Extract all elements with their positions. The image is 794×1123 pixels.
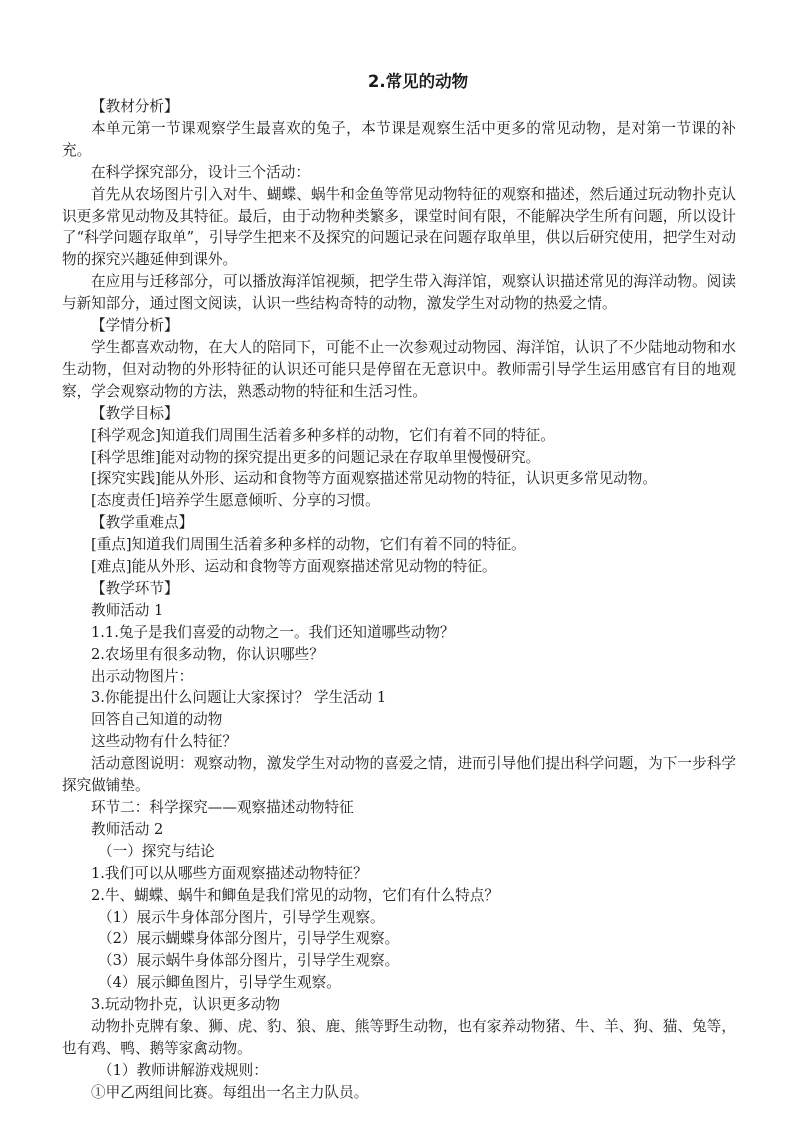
paragraph: 学生都喜欢动物，在大人的陪同下，可能不止一次参观过动物园、海洋馆，认识了不少陆地动物和水生动物，但对动物的外形特征的认识还可能只是停留在无意识中。教师需引导学生运用感官有目的地观察，学会观察动物的方法，熟悉动物的特征和生活习性。 [62,338,736,400]
paragraph: 2.农场里有很多动物，你认识哪些？ [91,645,324,663]
key-point-item: [重点]知道我们周围生活着多种多样的动物，它们有着不同的特征。 [91,536,526,554]
paragraph: 2.牛、蝴蝶、蜗牛和鲫鱼是我们常见的动物，它们有什么特点？ [91,886,499,904]
paragraph: （2）展示蝴蝶身体部分图片，引导学生观察。 [98,930,400,948]
paragraph: 动物扑克牌有象、狮、虎、豹、狼、鹿、熊等野生动物，也有家养动物猪、牛、羊、狗、猫、兔等，也有鸡、鸭、鹅等家禽动物。 [62,1018,736,1057]
goal-item: [科学观念]知道我们周围生活着多种多样的动物，它们有着不同的特征。 [91,426,555,444]
paragraph: ①甲乙两组间比赛。每组出一名主力队员。 [91,1083,369,1101]
paragraph: 环节二：科学探究——观察描述动物特征 [91,799,354,816]
paragraph: 在应用与迁移部分，可以播放海洋馆视频，把学生带入海洋馆，观察认识描述常见的海洋动物。阅读与新知部分，通过图文阅读，认识一些结构奇特的动物，激发学生对动物的热爱之情。 [62,273,736,313]
paragraph: （一）探究与结论 [98,842,215,860]
paragraph: 1.我们可以从哪些方面观察描述动物特征？ [91,864,368,882]
document-page [62,70,736,1104]
section-heading-teaching-goals: 【教学目标】 [91,404,179,422]
section-heading-teaching-steps: 【教学环节】 [91,579,179,597]
paragraph: 3.玩动物扑克，认识更多动物 [91,996,281,1014]
goal-item: [科学思维]能对动物的探究提出更多的问题记录在存取单里慢慢研究。 [91,448,541,466]
paragraph: 3.你能提出什么问题让大家探讨？ 学生活动 1 [91,689,387,707]
paragraph: 出示动物图片： [91,667,194,685]
paragraph: （1）展示牛身体部分图片，引导学生观察。 [98,908,385,926]
section-heading-learner-analysis: 【学情分析】 [91,317,179,335]
paragraph: 教师活动 1 [91,601,164,619]
paragraph: 首先从农场图片引入对牛、蝴蝶、蜗牛和金鱼等常见动物特征的观察和描述，然后通过玩动物扑克认识更多常见动物及其特征。最后，由于动物种类繁多，课堂时间有限，不能解决学生所有问题，所以设计了“科学问题存取单”，引导学生把来不及探究的问题记录在问题存取单里，供以后研究使用，把学生对动物的探究兴趣延伸到课外。 [62,185,736,269]
paragraph: 回答自己知道的动物 [91,711,223,729]
paragraph: 本单元第一节课观察学生最喜欢的兔子，本节课是观察生活中更多的常见动物，是对第一节课的补充。 [62,119,736,159]
section-heading-key-points: 【教学重难点】 [91,514,194,532]
paragraph: （4）展示鲫鱼图片，引导学生观察。 [98,974,341,992]
key-point-item: [难点]能从外形、运动和食物等方面观察描述常见动物的特征。 [91,558,497,576]
goal-item: [态度责任]培养学生愿意倾听、分享的习惯。 [91,492,380,510]
paragraph: 这些动物有什么特征？ [91,733,237,751]
paragraph: 活动意图说明：观察动物，激发学生对动物的喜爱之情，进而引导他们提出科学问题，为下一步科学探究做铺垫。 [62,755,736,795]
page-title: 2.常见的动物 [367,72,469,91]
paragraph: 在科学探究部分，设计三个活动： [91,163,310,181]
goal-item: [探究实践]能从外形、运动和食物等方面观察描述常见动物的特征，认识更多常见动物。 [91,470,657,488]
paragraph: （1）教师讲解游戏规则： [98,1061,268,1079]
paragraph: （3）展示蜗牛身体部分图片，引导学生观察。 [98,952,400,970]
paragraph: 1.1.兔子是我们喜爱的动物之一。我们还知道哪些动物？ [91,623,455,641]
paragraph: 教师活动 2 [91,820,164,838]
section-heading-textbook-analysis: 【教材分析】 [91,98,179,115]
